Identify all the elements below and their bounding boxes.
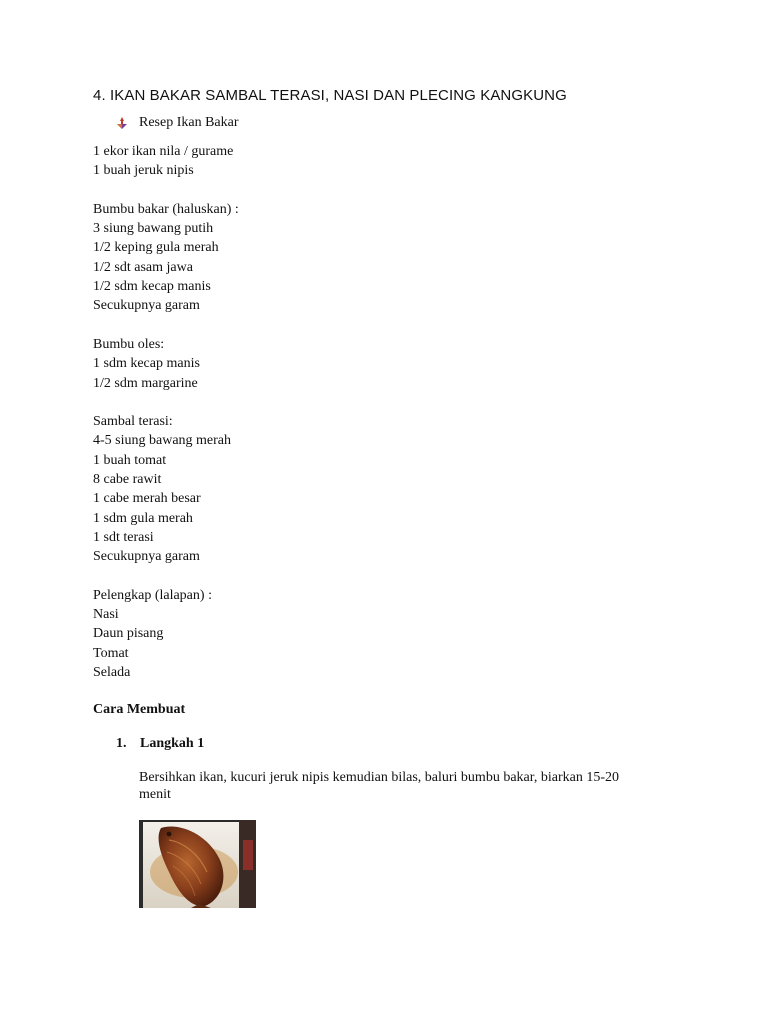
grilled-fish-photo [139,820,256,908]
step-description: Bersihkan ikan, kucuri jeruk nipis kemudian bilas, baluri bumbu bakar, biarkan 15-20 menit [139,770,619,802]
ingredient-list [93,142,693,682]
ingredient-line: 1/2 sdt asam jawa [93,259,193,275]
ingredient-line: 1/2 keping gula merah [93,240,219,256]
ingredient-line: Nasi [93,607,119,623]
group-heading-bumbu-oles: Bumbu oles: [93,336,165,352]
ingredient-line: 1 sdm gula merah [93,510,193,526]
sub-heading: Resep Ikan Bakar [139,115,239,130]
ingredient-line: 4-5 siung bawang merah [93,433,232,449]
method-heading: Cara Membuat [93,702,186,717]
ingredient-line: 3 siung bawang putih [93,221,214,237]
ingredient-line: Secukupnya garam [93,298,200,314]
ingredient-line: 1/2 sdm margarine [93,375,198,391]
group-heading-pelengkap: Pelengkap (lalapan) : [93,587,212,603]
ingredient-line: 1 sdt terasi [93,529,154,545]
step-number: 1. [116,736,127,751]
group-heading-sambal-terasi: Sambal terasi: [93,414,173,430]
sub-heading-line [115,115,239,131]
ingredient-line: 1 ekor ikan nila / gurame [93,144,234,159]
ingredient-line: 1 buah jeruk nipis [93,163,194,179]
ingredient-line: 1 cabe merah besar [93,491,201,507]
group-heading-bumbu-bakar: Bumbu bakar (haluskan) : [93,201,239,217]
ingredient-line: 1 buah tomat [93,452,167,468]
ingredient-line: 8 cabe rawit [93,472,162,488]
ingredient-line: 1 sdm kecap manis [93,356,200,372]
arrow-bullet-icon [115,116,129,130]
ingredient-line: 1/2 sdm kecap manis [93,279,211,295]
ingredient-line: Daun pisang [93,626,164,642]
step-title [116,736,204,752]
step-label: Langkah 1 [140,736,205,751]
ingredient-line: Selada [93,665,131,681]
ingredient-line: Secukupnya garam [93,549,200,565]
recipe-title: 4. IKAN BAKAR SAMBAL TERASI, NASI DAN PLECING KANGKUNG [93,87,567,104]
ingredient-line: Tomat [93,645,129,661]
